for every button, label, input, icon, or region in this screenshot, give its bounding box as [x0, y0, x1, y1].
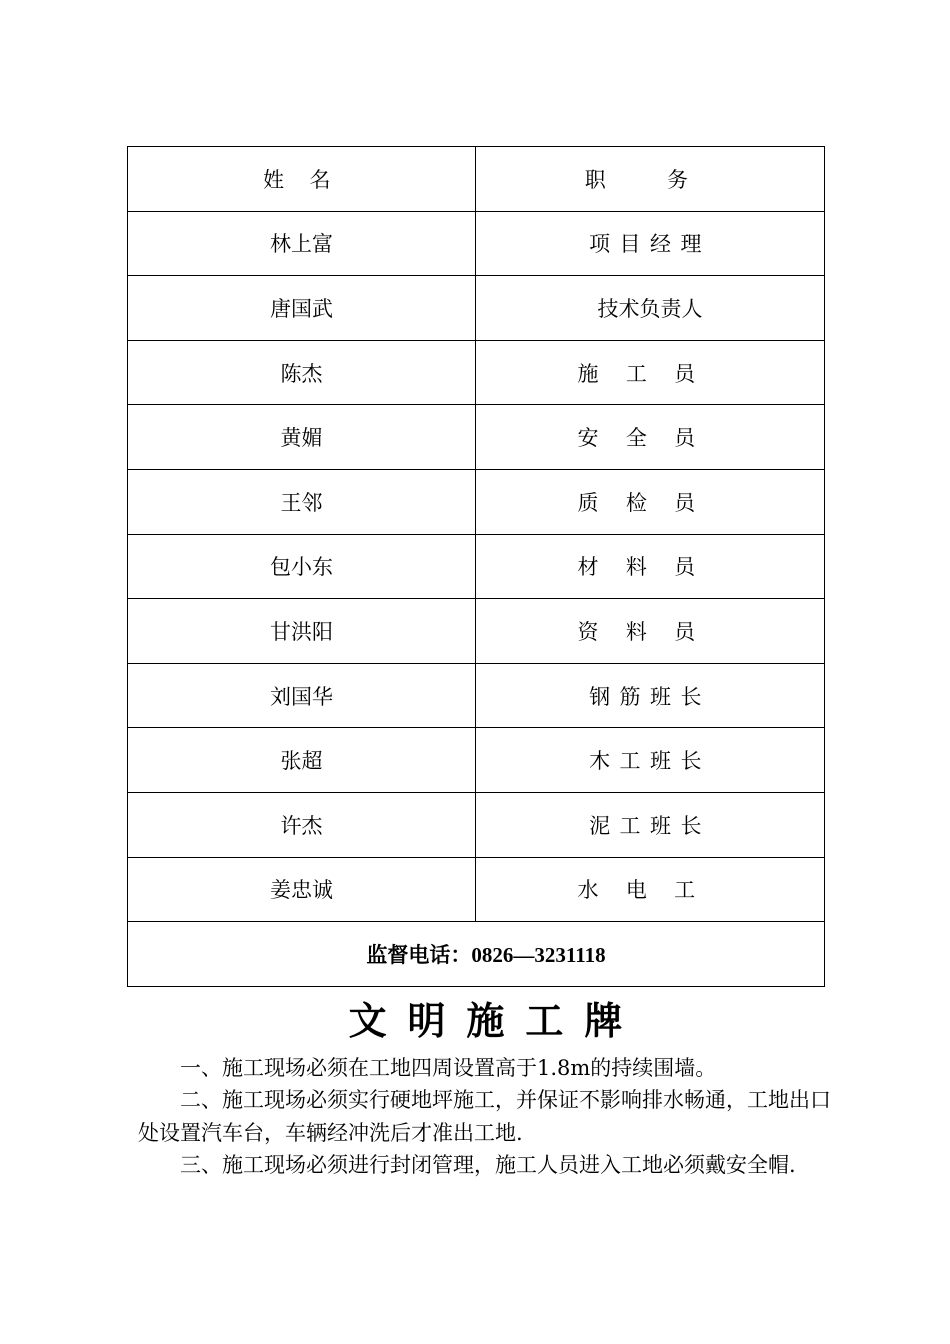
hotline-cell [128, 922, 825, 987]
staff-name: 王邻 [128, 469, 476, 534]
staff-role: 技术负责人 [476, 276, 825, 341]
staff-table [127, 146, 825, 987]
table-header-row [128, 147, 825, 212]
rule-paragraph: 一、施工现场必须在工地四周设置高于1.8m的持续围墙。 [180, 1056, 717, 1080]
supervision-hotline: 监督电话：0826—3231118 [366, 942, 606, 967]
staff-role: 材料员 [476, 534, 825, 599]
table-row [128, 728, 825, 793]
staff-name: 唐国武 [128, 276, 476, 341]
staff-name: 张超 [128, 728, 476, 793]
staff-role: 质检员 [476, 469, 825, 534]
staff-role: 钢筋班长 [476, 663, 825, 728]
header-name: 姓 名 [128, 147, 476, 212]
staff-role: 水电工 [476, 857, 825, 922]
table-row [128, 663, 825, 728]
table-row [128, 534, 825, 599]
rules-text [138, 1052, 838, 1182]
table-row [128, 276, 825, 341]
staff-role: 泥工班长 [476, 792, 825, 857]
hotline-row [128, 922, 825, 987]
staff-name: 甘洪阳 [128, 599, 476, 664]
table-row [128, 211, 825, 276]
staff-name: 姜忠诚 [128, 857, 476, 922]
staff-role: 项目经理 [476, 211, 825, 276]
staff-name: 刘国华 [128, 663, 476, 728]
staff-role: 木工班长 [476, 728, 825, 793]
table-row [128, 792, 825, 857]
table-row [128, 857, 825, 922]
staff-name: 许杰 [128, 792, 476, 857]
rule-paragraph: 三、施工现场必须进行封闭管理，施工人员进入工地必须戴安全帽. [180, 1153, 796, 1178]
staff-name: 陈杰 [128, 340, 476, 405]
header-role: 职 务 [476, 147, 825, 212]
staff-role: 施工员 [476, 340, 825, 405]
page-title: 文明施工牌 [348, 998, 644, 1043]
staff-name: 林上富 [128, 211, 476, 276]
table-row [128, 469, 825, 534]
staff-role: 资料员 [476, 599, 825, 664]
table-row [128, 599, 825, 664]
table-row [128, 405, 825, 470]
staff-role: 安全员 [476, 405, 825, 470]
rule-paragraph: 二、施工现场必须实行硬地坪施工，并保证不影响排水畅通，工地出口处设置汽车台，车辆经冲洗后才准出工地. [138, 1088, 831, 1145]
staff-name: 包小东 [128, 534, 476, 599]
table-row [128, 340, 825, 405]
staff-name: 黄媚 [128, 405, 476, 470]
